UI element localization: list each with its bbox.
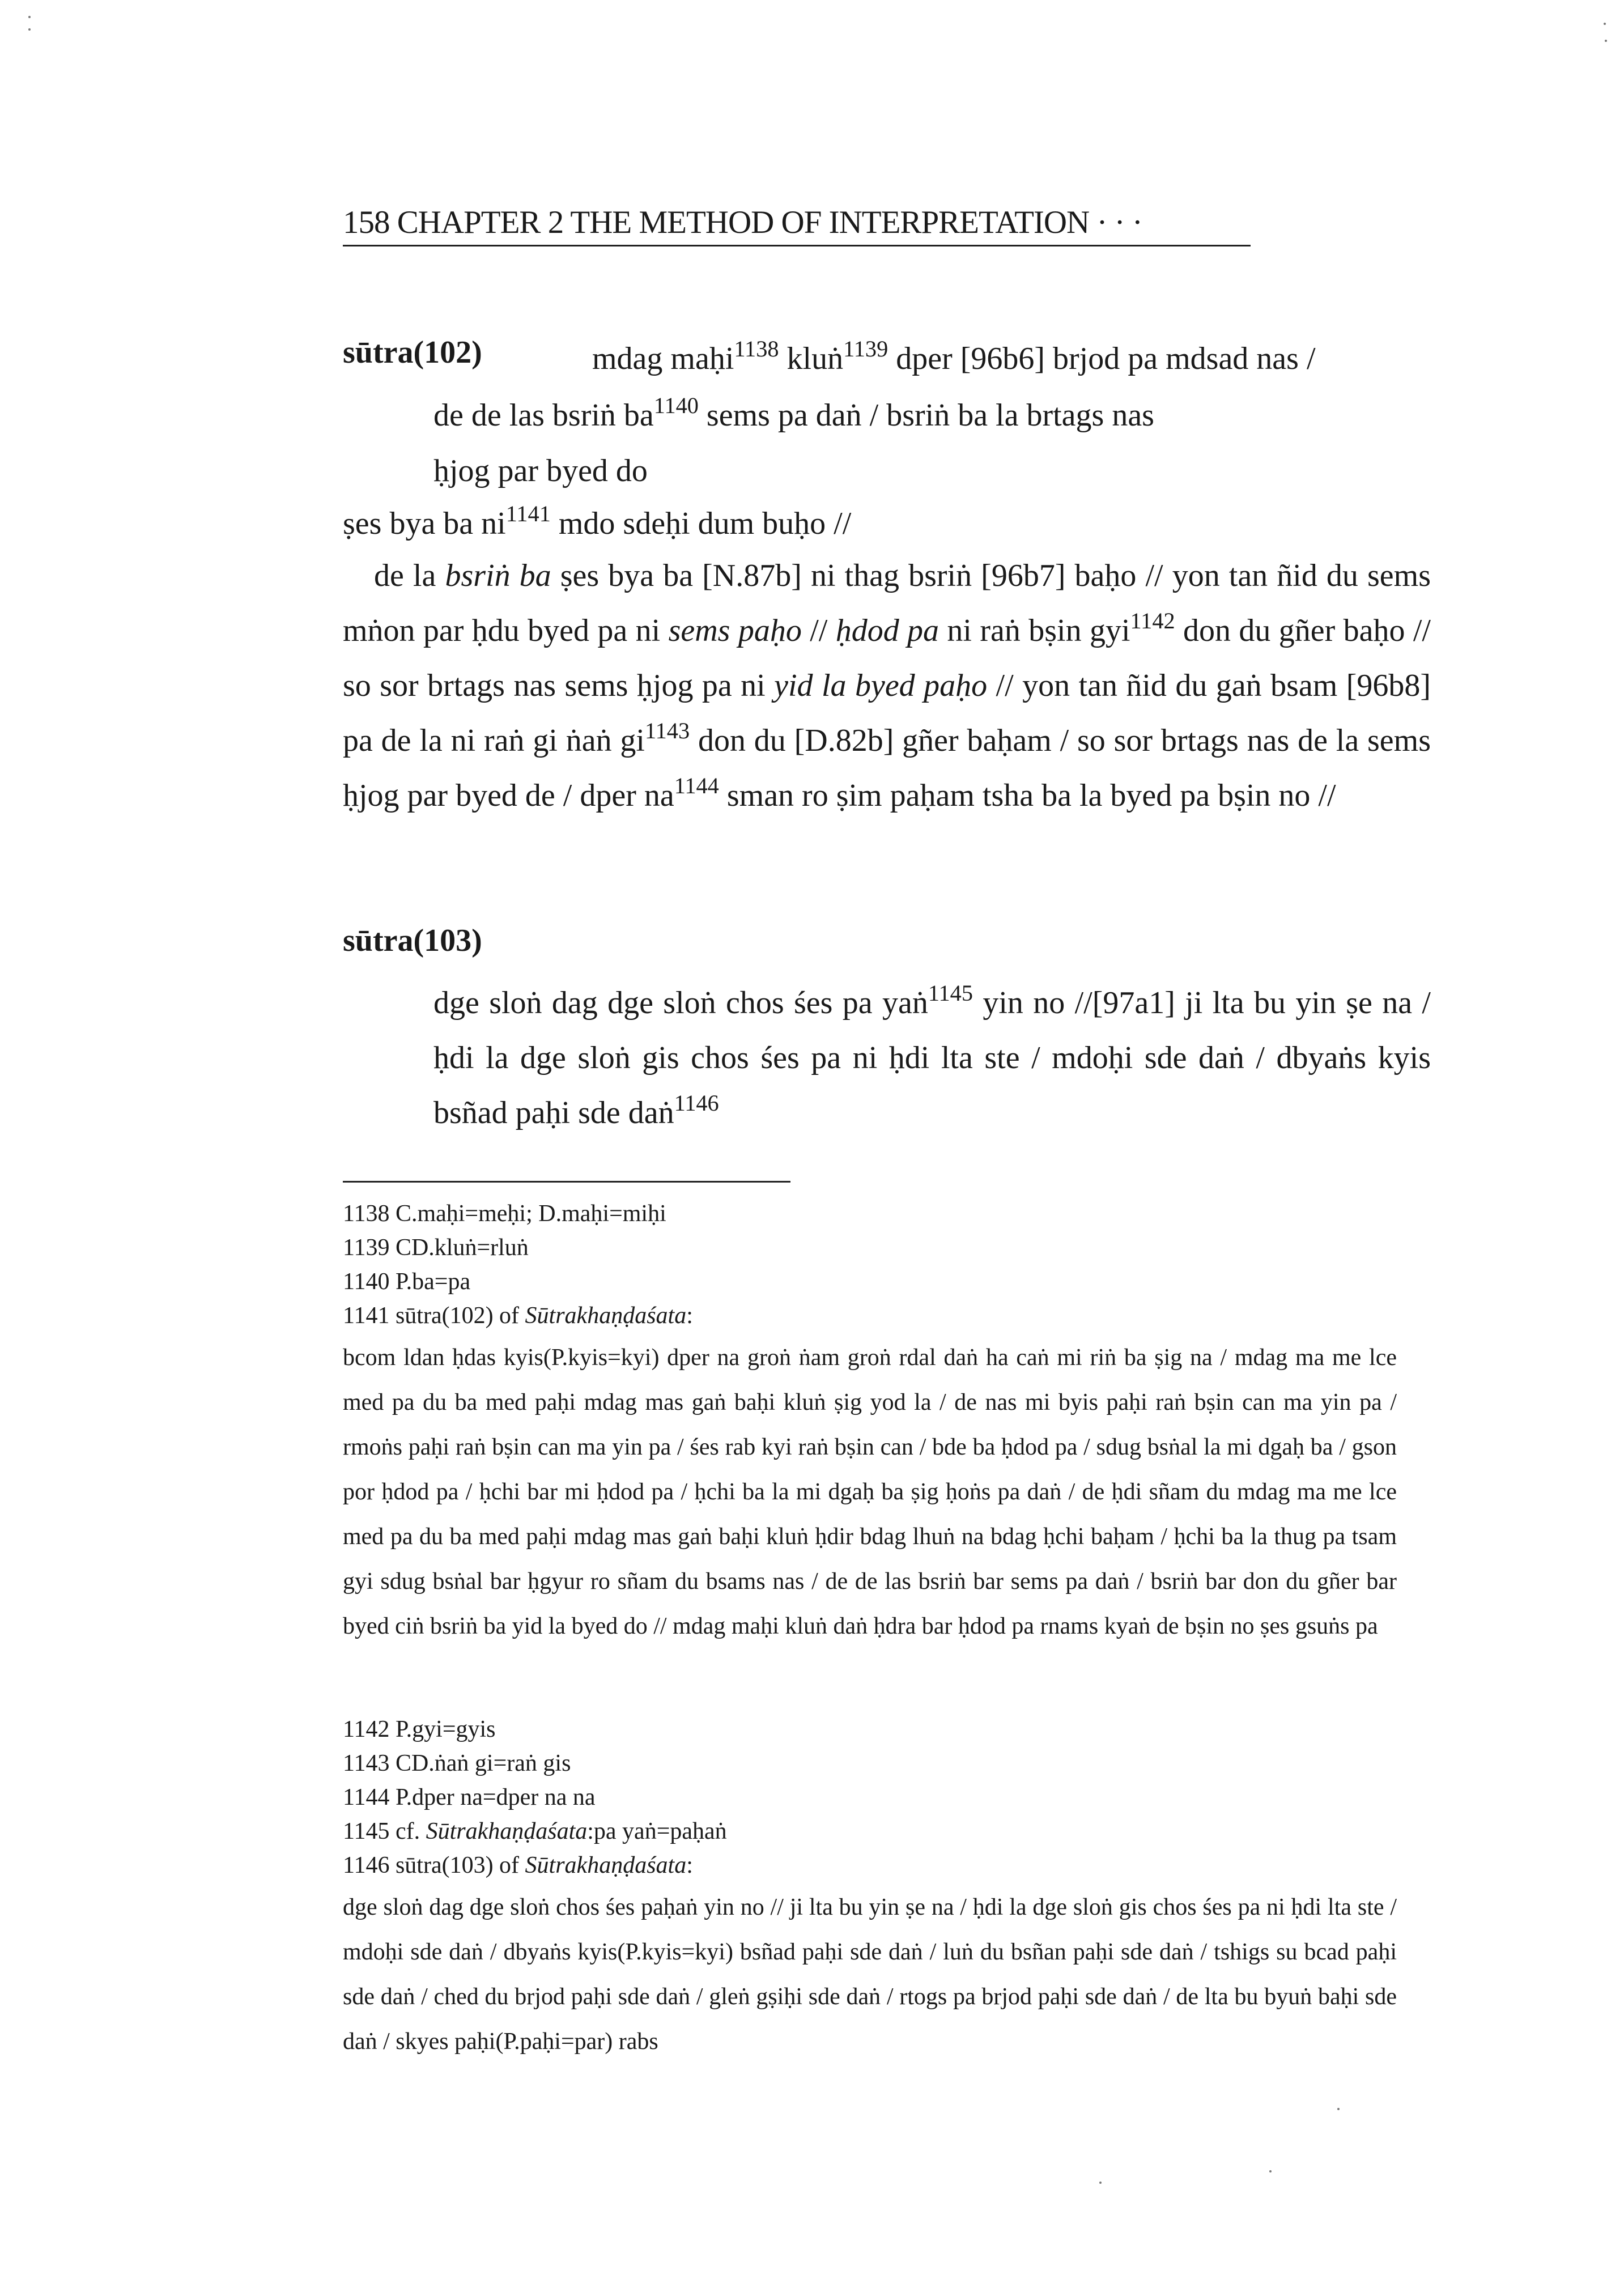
scan-speck xyxy=(28,16,31,18)
footnote-1142: 1142 P.gyi=gyis xyxy=(343,1716,496,1742)
sutra-103-text: dge sloṅ dag dge sloṅ chos śes pa yaṅ$^{1145}$ yin no //[97a1] ji lta bu yin ṣe na / ḥdi la dge sloṅ gis chos śes pa ni ḥdi lta ste / mdoḥi sde daṅ / dbyaṅs kyis bsñad paḥi sde daṅ$^{1146}$ xyxy=(433,980,1431,1130)
sutra-102-line-1: mdag maḥi$^{1138}$ kluṅ$^{1139}$ dper [96b6] brjod pa mdsad nas / xyxy=(592,335,1316,376)
scan-speck xyxy=(1269,2170,1272,2172)
sutra-103-label: sūtra(103) xyxy=(343,923,482,958)
sutra-102-line-3: ḥjog par byed do xyxy=(433,453,648,488)
footnote-1140: 1140 P.ba=pa xyxy=(343,1269,471,1295)
scan-speck xyxy=(1605,40,1607,42)
running-header: 158 CHAPTER 2 THE METHOD OF INTERPRETATION · · · xyxy=(343,205,1142,240)
scan-speck xyxy=(28,28,31,31)
scan-speck xyxy=(1337,2108,1340,2110)
footnote-1143: 1143 CD.ṅaṅ gi=raṅ gis xyxy=(343,1750,571,1776)
sutra-102-label: sūtra(102) xyxy=(343,335,482,370)
footnote-1146-text: dge sloṅ dag dge sloṅ chos śes paḥaṅ yin no // ji lta bu yin ṣe na / ḥdi la dge sloṅ gis chos śes pa ni ḥdi lta ste / mdoḥi sde daṅ / dbyaṅs kyis(P.kyis=kyi) bsñad paḥi sde daṅ / luṅ du bsñan paḥi sde daṅ / tshigs su bcad paḥi sde daṅ / ched du brjod paḥi sde daṅ / gleṅ gṣiḥi sde daṅ / rtogs pa brjod paḥi sde daṅ / de lta bu byuṅ baḥi sde daṅ / skyes paḥi(P.paḥi=par) rabs xyxy=(343,1894,1397,2055)
footnote-1144: 1144 P.dper na=dper na na xyxy=(343,1784,596,1810)
footnote-1138: 1138 C.maḥi=meḥi; D.maḥi=miḥi xyxy=(343,1201,666,1227)
footnote-1141-text: bcom ldan ḥdas kyis(P.kyis=kyi) dper na groṅ ṅam groṅ rdal daṅ ha caṅ mi riṅ ba ṣig na / mdag ma me lce med pa du ba med paḥi mdag mas gaṅ baḥi kluṅ ṣig yod la / de nas mi byis paḥi raṅ bṣin can ma yin pa / rmoṅs paḥi raṅ bṣin can ma yin pa / śes rab kyi raṅ bṣin can / bde ba ḥdod pa / sdug bsṅal la mi dgaḥ ba / gson por ḥdod pa / ḥchi bar mi ḥdod pa / ḥchi ba la mi dgaḥ ba ṣig ḥoṅs pa daṅ / de ḥdi sñam du mdag ma me lce med pa du ba med paḥi mdag mas gaṅ baḥi kluṅ ḥdir bdag lhuṅ na bdag ḥchi baḥam / ḥchi ba la thug pa tsam gyi sdug bsṅal bar ḥgyur ro sñam du bsams nas / de de las bsriṅ bar sems pa daṅ / bsriṅ bar don du gñer bar byed ciṅ bsriṅ ba yid la byed do // mdag maḥi kluṅ daṅ ḥdra bar ḥdod pa rnams kyaṅ de bṣin no ṣes gsuṅs pa xyxy=(343,1345,1397,1639)
sutra-102-line-2: de de las bsriṅ $ba^{1140}$ sems pa daṅ / bsriṅ ba la brtags nas xyxy=(433,392,1154,433)
footnote-1145: 1145 cf. Sūtrakhaṇḍaśata:pa yaṅ=paḥaṅ xyxy=(343,1818,727,1844)
sutra-102-commentary: de la bsriṅ ba ṣes bya ba [N.87b] ni thag bsriṅ [96b7] baḥo // yon tan ñid du sems mṅon par ḥdu byed pa ni sems paḥo // ḥdod pa ni raṅ bṣin gyi$^{1142}$ don du gñer baḥo // so sor brtags nas sems ḥjog pa ni yid la byed paḥo // yon tan ñid du gaṅ bsam [96b8] pa de la ni raṅ gi ṅaṅ $gi^{1143}$ don du [D.82b] gñer baḥam / so sor brtags nas de la sems ḥjog par byed de / dper $na^{1144}$ sman ro ṣim paḥam tsha ba la byed pa bṣin no // xyxy=(343,558,1431,813)
footnote-1146: 1146 sūtra(103) of Sūtrakhaṇḍaśata: xyxy=(343,1852,693,1878)
header-rule xyxy=(343,245,1251,246)
sutra-102-line-4: ṣes bya ba $ni^{1141}$ mdo sdeḥi dum buḥo // xyxy=(343,500,852,541)
scan-speck xyxy=(1099,2182,1102,2184)
footnote-1139: 1139 CD.kluṅ=rluṅ xyxy=(343,1235,529,1261)
footnote-1141: 1141 sūtra(102) of Sūtrakhaṇḍaśata: xyxy=(343,1303,693,1329)
scan-speck xyxy=(1604,23,1606,25)
footnote-rule xyxy=(343,1181,790,1183)
